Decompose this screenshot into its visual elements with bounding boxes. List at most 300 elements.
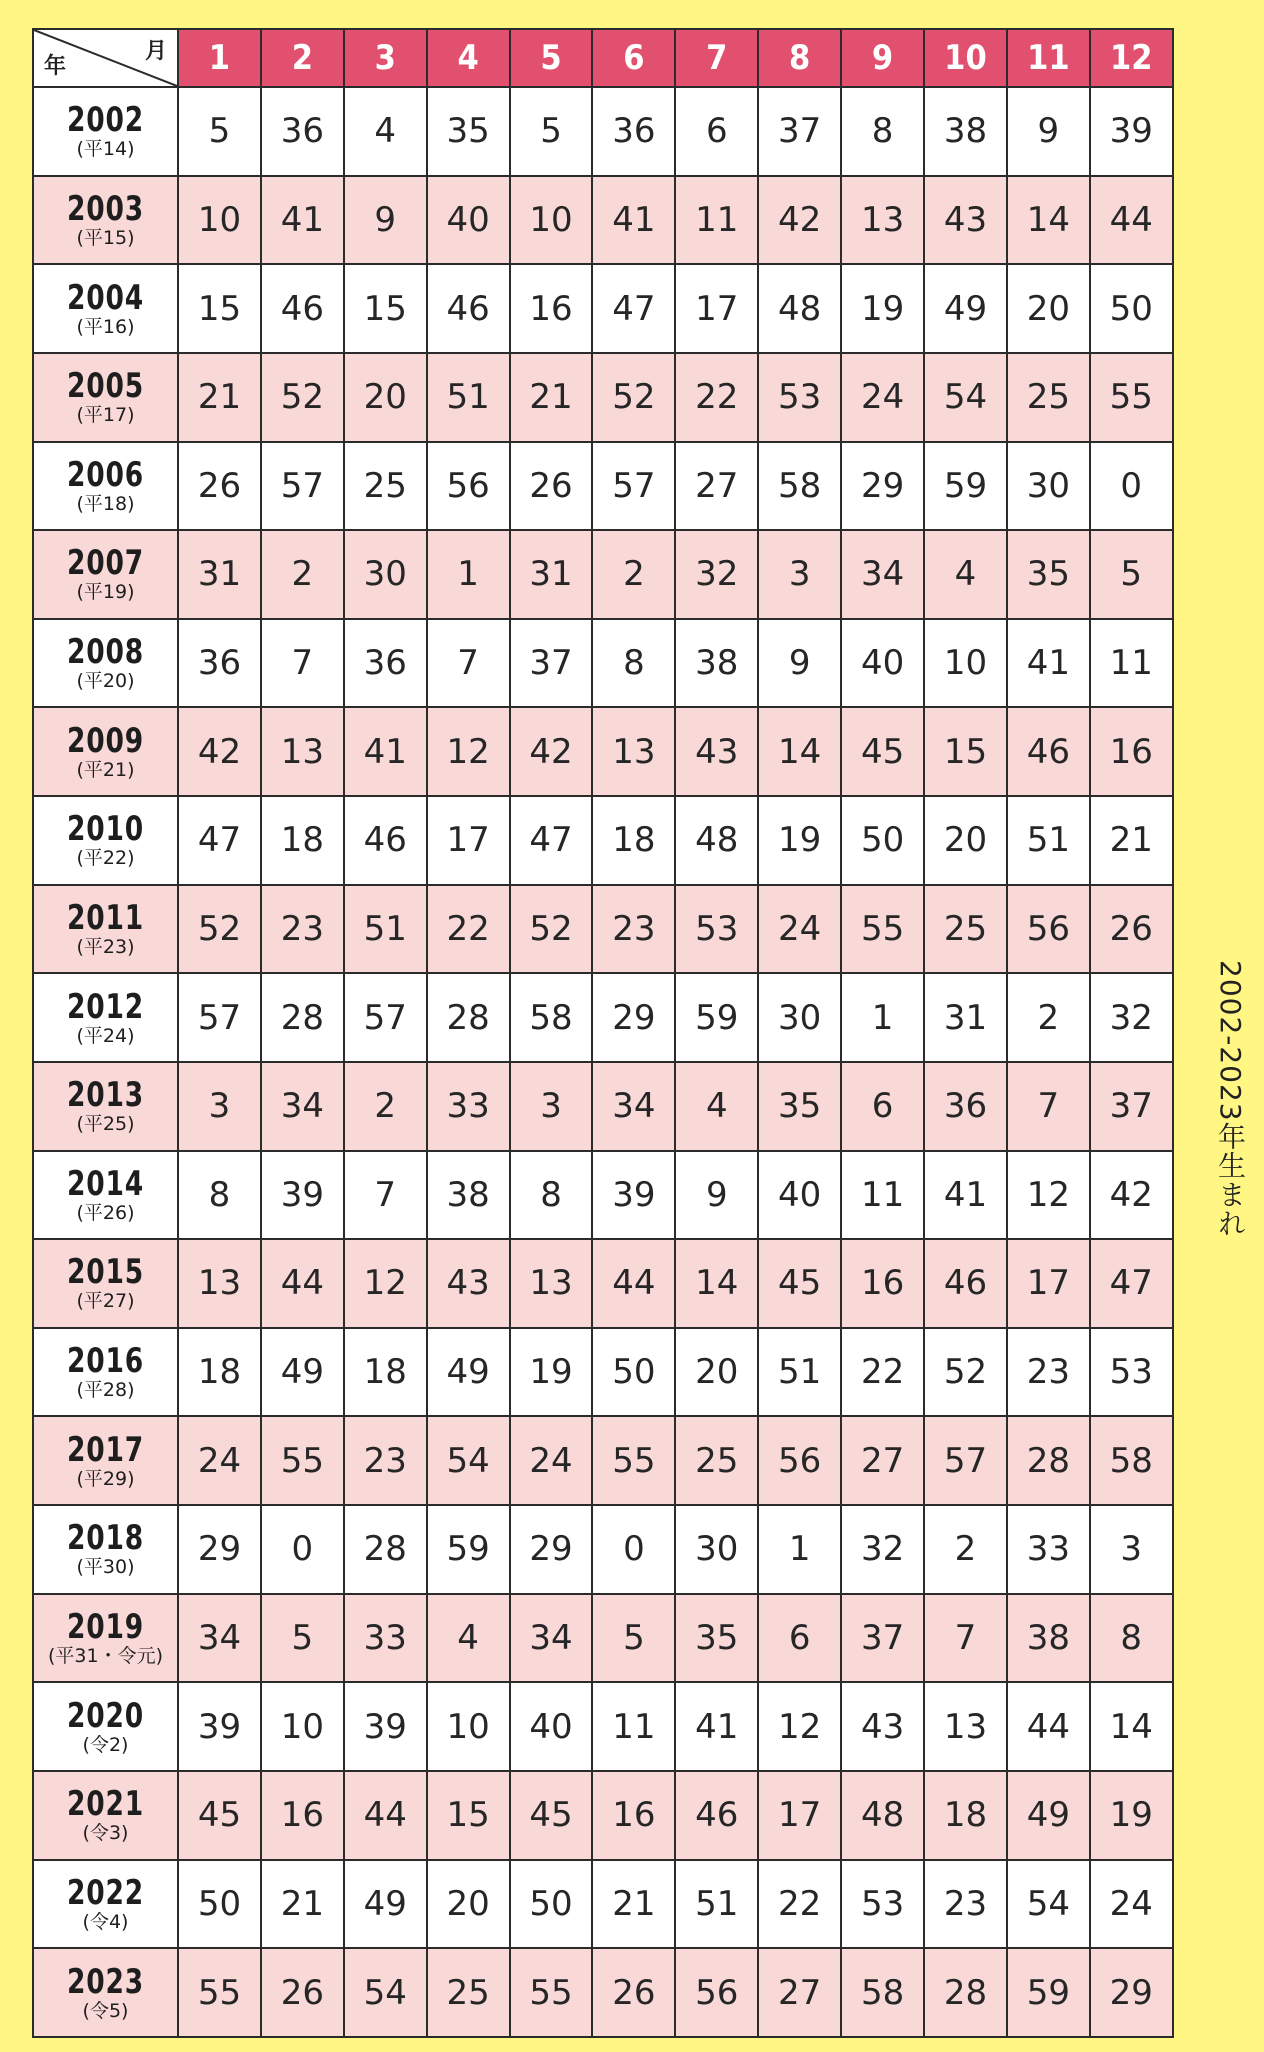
value-cell: 39 [592,1151,675,1240]
month-header: 8 [758,29,841,87]
value-cell: 48 [841,1771,924,1860]
value-cell: 35 [758,1062,841,1151]
value-cell: 28 [1007,1416,1090,1505]
value-cell: 57 [924,1416,1007,1505]
table-row [33,619,1173,708]
table-row [33,530,1173,619]
value-cell: 30 [344,530,427,619]
value-cell: 30 [758,973,841,1062]
month-header: 5 [510,29,593,87]
value-cell: 29 [1090,1948,1173,2037]
value-cell: 34 [592,1062,675,1151]
month-header: 3 [344,29,427,87]
value-cell: 27 [841,1416,924,1505]
corner-month-label: 月 [144,39,167,64]
value-cell: 55 [841,885,924,974]
value-cell: 35 [427,87,510,176]
value-cell: 45 [510,1771,593,1860]
value-cell: 14 [1090,1682,1173,1771]
table-row [33,1594,1173,1683]
value-cell: 58 [1090,1416,1173,1505]
value-cell: 46 [261,264,344,353]
month-header: 9 [841,29,924,87]
value-cell: 23 [924,1860,1007,1949]
table-row [33,1682,1173,1771]
year-label: 2018 [67,1518,144,1559]
value-cell: 7 [344,1151,427,1240]
value-cell: 4 [427,1594,510,1683]
year-cell [33,885,178,974]
value-cell: 51 [427,353,510,442]
value-cell: 59 [924,442,1007,531]
value-cell: 44 [1007,1682,1090,1771]
table-row [33,1416,1173,1505]
value-cell: 42 [1090,1151,1173,1240]
value-cell: 2 [592,530,675,619]
value-cell: 0 [1090,442,1173,531]
year-cell [33,1151,178,1240]
value-cell: 17 [1007,1239,1090,1328]
value-cell: 21 [592,1860,675,1949]
value-cell: 37 [758,87,841,176]
year-label: 2009 [67,720,144,761]
value-cell: 24 [758,885,841,974]
table-row [33,1328,1173,1417]
birth-year-month-table [32,28,1174,2038]
value-cell: 34 [510,1594,593,1683]
era-label: (令3) [82,1822,129,1845]
era-label: (平24) [76,1024,135,1047]
year-cell [33,1860,178,1949]
year-cell [33,796,178,885]
era-label: (平25) [76,1113,135,1136]
value-cell: 7 [261,619,344,708]
value-cell: 33 [427,1062,510,1151]
value-cell: 47 [592,264,675,353]
value-cell: 49 [261,1328,344,1417]
month-header: 11 [1007,29,1090,87]
month-header: 1 [178,29,261,87]
year-cell [33,442,178,531]
value-cell: 44 [344,1771,427,1860]
value-cell: 55 [510,1948,593,2037]
value-cell: 52 [592,353,675,442]
value-cell: 13 [178,1239,261,1328]
value-cell: 20 [1007,264,1090,353]
year-label: 2010 [67,809,144,850]
value-cell: 2 [1007,973,1090,1062]
value-cell: 23 [1007,1328,1090,1417]
value-cell: 53 [841,1860,924,1949]
value-cell: 25 [1007,353,1090,442]
value-cell: 3 [1090,1505,1173,1594]
month-header: 4 [427,29,510,87]
value-cell: 35 [1007,530,1090,619]
table-row [33,1151,1173,1240]
value-cell: 11 [592,1682,675,1771]
value-cell: 29 [841,442,924,531]
value-cell: 6 [841,1062,924,1151]
value-cell: 46 [344,796,427,885]
table-row [33,87,1173,176]
value-cell: 26 [1090,885,1173,974]
year-cell [33,1771,178,1860]
value-cell: 16 [1090,707,1173,796]
value-cell: 26 [178,442,261,531]
value-cell: 18 [178,1328,261,1417]
value-cell: 42 [758,176,841,265]
value-cell: 11 [1090,619,1173,708]
era-label: (平31・令元) [47,1644,163,1667]
year-cell [33,353,178,442]
year-label: 2017 [67,1429,144,1470]
value-cell: 9 [344,176,427,265]
value-cell: 9 [675,1151,758,1240]
year-label: 2005 [67,366,144,407]
year-cell [33,1682,178,1771]
value-cell: 55 [1090,353,1173,442]
value-cell: 18 [924,1771,1007,1860]
value-cell: 53 [758,353,841,442]
value-cell: 16 [841,1239,924,1328]
value-cell: 38 [924,87,1007,176]
value-cell: 10 [510,176,593,265]
value-cell: 52 [178,885,261,974]
corner-year-label: 年 [44,54,67,79]
value-cell: 43 [841,1682,924,1771]
table-row [33,176,1173,265]
value-cell: 47 [510,796,593,885]
era-label: (平27) [76,1290,135,1313]
year-label: 2020 [67,1695,144,1736]
value-cell: 12 [1007,1151,1090,1240]
value-cell: 55 [592,1416,675,1505]
year-label: 2016 [67,1341,144,1382]
value-cell: 28 [344,1505,427,1594]
value-cell: 25 [675,1416,758,1505]
value-cell: 54 [1007,1860,1090,1949]
value-cell: 26 [592,1948,675,2037]
era-label: (平22) [76,847,135,870]
value-cell: 53 [675,885,758,974]
value-cell: 15 [427,1771,510,1860]
table-row [33,264,1173,353]
value-cell: 46 [1007,707,1090,796]
value-cell: 2 [924,1505,1007,1594]
value-cell: 22 [427,885,510,974]
value-cell: 56 [675,1948,758,2037]
year-cell [33,1948,178,2037]
era-label: (令2) [82,1733,129,1756]
value-cell: 49 [924,264,1007,353]
value-cell: 0 [592,1505,675,1594]
era-label: (平18) [76,492,135,515]
value-cell: 38 [675,619,758,708]
value-cell: 28 [261,973,344,1062]
value-cell: 41 [261,176,344,265]
value-cell: 42 [510,707,593,796]
value-cell: 46 [427,264,510,353]
value-cell: 55 [261,1416,344,1505]
value-cell: 6 [675,87,758,176]
value-cell: 51 [1007,796,1090,885]
year-label: 2023 [67,1961,144,2002]
era-label: (平16) [76,315,135,338]
value-cell: 26 [510,442,593,531]
value-cell: 50 [178,1860,261,1949]
value-cell: 27 [675,442,758,531]
month-header: 12 [1090,29,1173,87]
value-cell: 16 [261,1771,344,1860]
value-cell: 31 [510,530,593,619]
value-cell: 3 [178,1062,261,1151]
year-cell [33,1594,178,1683]
value-cell: 21 [510,353,593,442]
value-cell: 8 [1090,1594,1173,1683]
year-label: 2019 [67,1606,144,1647]
year-label: 2003 [67,188,144,229]
value-cell: 41 [675,1682,758,1771]
value-cell: 40 [841,619,924,708]
month-header: 10 [924,29,1007,87]
value-cell: 18 [592,796,675,885]
value-cell: 1 [427,530,510,619]
value-cell: 59 [427,1505,510,1594]
table-row [33,1948,1173,2037]
era-label: (平21) [76,758,135,781]
era-label: (平15) [76,226,135,249]
table-row [33,1860,1173,1949]
value-cell: 24 [1090,1860,1173,1949]
value-cell: 25 [924,885,1007,974]
year-cell [33,1239,178,1328]
value-cell: 44 [592,1239,675,1328]
era-label: (平30) [76,1556,135,1579]
value-cell: 47 [1090,1239,1173,1328]
value-cell: 26 [261,1948,344,2037]
value-cell: 25 [344,442,427,531]
value-cell: 50 [1090,264,1173,353]
value-cell: 36 [924,1062,1007,1151]
value-cell: 23 [261,885,344,974]
value-cell: 40 [510,1682,593,1771]
value-cell: 29 [178,1505,261,1594]
table-row [33,1771,1173,1860]
table-body [33,87,1173,2037]
value-cell: 30 [675,1505,758,1594]
value-cell: 52 [924,1328,1007,1417]
value-cell: 7 [1007,1062,1090,1151]
value-cell: 52 [261,353,344,442]
value-cell: 47 [178,796,261,885]
value-cell: 12 [344,1239,427,1328]
value-cell: 37 [510,619,593,708]
value-cell: 8 [592,619,675,708]
table-row [33,442,1173,531]
value-cell: 22 [841,1328,924,1417]
value-cell: 3 [510,1062,593,1151]
year-label: 2014 [67,1163,144,1204]
value-cell: 57 [178,973,261,1062]
value-cell: 22 [675,353,758,442]
header-row [33,29,1173,87]
table-row [33,1062,1173,1151]
value-cell: 40 [427,176,510,265]
value-cell: 48 [758,264,841,353]
year-label: 2015 [67,1252,144,1293]
year-cell [33,264,178,353]
value-cell: 24 [178,1416,261,1505]
value-cell: 38 [1007,1594,1090,1683]
value-cell: 21 [261,1860,344,1949]
value-cell: 57 [592,442,675,531]
value-cell: 13 [924,1682,1007,1771]
year-cell [33,1416,178,1505]
era-label: (平14) [76,138,135,161]
value-cell: 9 [1007,87,1090,176]
value-cell: 45 [178,1771,261,1860]
value-cell: 16 [510,264,593,353]
value-cell: 36 [344,619,427,708]
era-label: (平26) [76,1201,135,1224]
value-cell: 6 [758,1594,841,1683]
value-cell: 10 [261,1682,344,1771]
value-cell: 10 [924,619,1007,708]
value-cell: 2 [261,530,344,619]
table-row [33,796,1173,885]
year-cell [33,1328,178,1417]
year-label: 2013 [67,1075,144,1116]
era-label: (平20) [76,670,135,693]
value-cell: 22 [758,1860,841,1949]
value-cell: 55 [178,1948,261,2037]
value-cell: 43 [924,176,1007,265]
value-cell: 18 [344,1328,427,1417]
value-cell: 40 [758,1151,841,1240]
year-label: 2021 [67,1784,144,1825]
value-cell: 25 [427,1948,510,2037]
value-cell: 59 [675,973,758,1062]
value-cell: 23 [592,885,675,974]
value-cell: 33 [1007,1505,1090,1594]
value-cell: 37 [841,1594,924,1683]
value-cell: 41 [924,1151,1007,1240]
value-cell: 31 [178,530,261,619]
value-cell: 56 [1007,885,1090,974]
value-cell: 53 [1090,1328,1173,1417]
year-cell [33,87,178,176]
table-row [33,1239,1173,1328]
value-cell: 41 [592,176,675,265]
value-cell: 29 [592,973,675,1062]
year-cell [33,530,178,619]
value-cell: 0 [261,1505,344,1594]
value-cell: 51 [675,1860,758,1949]
table-row [33,707,1173,796]
value-cell: 24 [841,353,924,442]
year-label: 2011 [67,897,144,938]
value-cell: 27 [758,1948,841,2037]
value-cell: 44 [261,1239,344,1328]
value-cell: 19 [758,796,841,885]
value-cell: 50 [592,1328,675,1417]
value-cell: 16 [592,1771,675,1860]
year-cell [33,973,178,1062]
value-cell: 8 [178,1151,261,1240]
value-cell: 4 [924,530,1007,619]
value-cell: 44 [1090,176,1173,265]
value-cell: 8 [510,1151,593,1240]
value-cell: 50 [510,1860,593,1949]
value-cell: 13 [261,707,344,796]
value-cell: 56 [427,442,510,531]
era-label: (平23) [76,935,135,958]
value-cell: 52 [510,885,593,974]
value-cell: 37 [1090,1062,1173,1151]
era-label: (平29) [76,1467,135,1490]
value-cell: 28 [924,1948,1007,2037]
value-cell: 36 [178,619,261,708]
month-header: 6 [592,29,675,87]
value-cell: 36 [261,87,344,176]
year-label: 2006 [67,454,144,495]
year-label: 2012 [67,986,144,1027]
value-cell: 20 [675,1328,758,1417]
value-cell: 1 [758,1505,841,1594]
value-cell: 57 [344,973,427,1062]
value-cell: 58 [510,973,593,1062]
year-label: 2008 [67,632,144,673]
value-cell: 21 [1090,796,1173,885]
year-label: 2002 [67,100,144,141]
value-cell: 2 [344,1062,427,1151]
value-cell: 17 [427,796,510,885]
value-cell: 54 [924,353,1007,442]
value-cell: 17 [758,1771,841,1860]
value-cell: 35 [675,1594,758,1683]
year-cell [33,176,178,265]
value-cell: 20 [344,353,427,442]
value-cell: 30 [1007,442,1090,531]
table-row [33,885,1173,974]
value-cell: 11 [675,176,758,265]
value-cell: 19 [1090,1771,1173,1860]
table-row [33,353,1173,442]
value-cell: 5 [178,87,261,176]
value-cell: 11 [841,1151,924,1240]
value-cell: 59 [1007,1948,1090,2037]
value-cell: 43 [427,1239,510,1328]
value-cell: 33 [344,1594,427,1683]
value-cell: 10 [427,1682,510,1771]
year-cell [33,1505,178,1594]
year-label: 2022 [67,1872,144,1913]
value-cell: 34 [841,530,924,619]
value-cell: 54 [344,1948,427,2037]
value-cell: 57 [261,442,344,531]
value-cell: 34 [178,1594,261,1683]
value-cell: 32 [841,1505,924,1594]
value-cell: 50 [841,796,924,885]
month-header: 7 [675,29,758,87]
value-cell: 32 [675,530,758,619]
value-cell: 51 [344,885,427,974]
value-cell: 29 [510,1505,593,1594]
value-cell: 15 [344,264,427,353]
value-cell: 19 [510,1328,593,1417]
value-cell: 7 [427,619,510,708]
era-label: (令4) [82,1910,129,1933]
